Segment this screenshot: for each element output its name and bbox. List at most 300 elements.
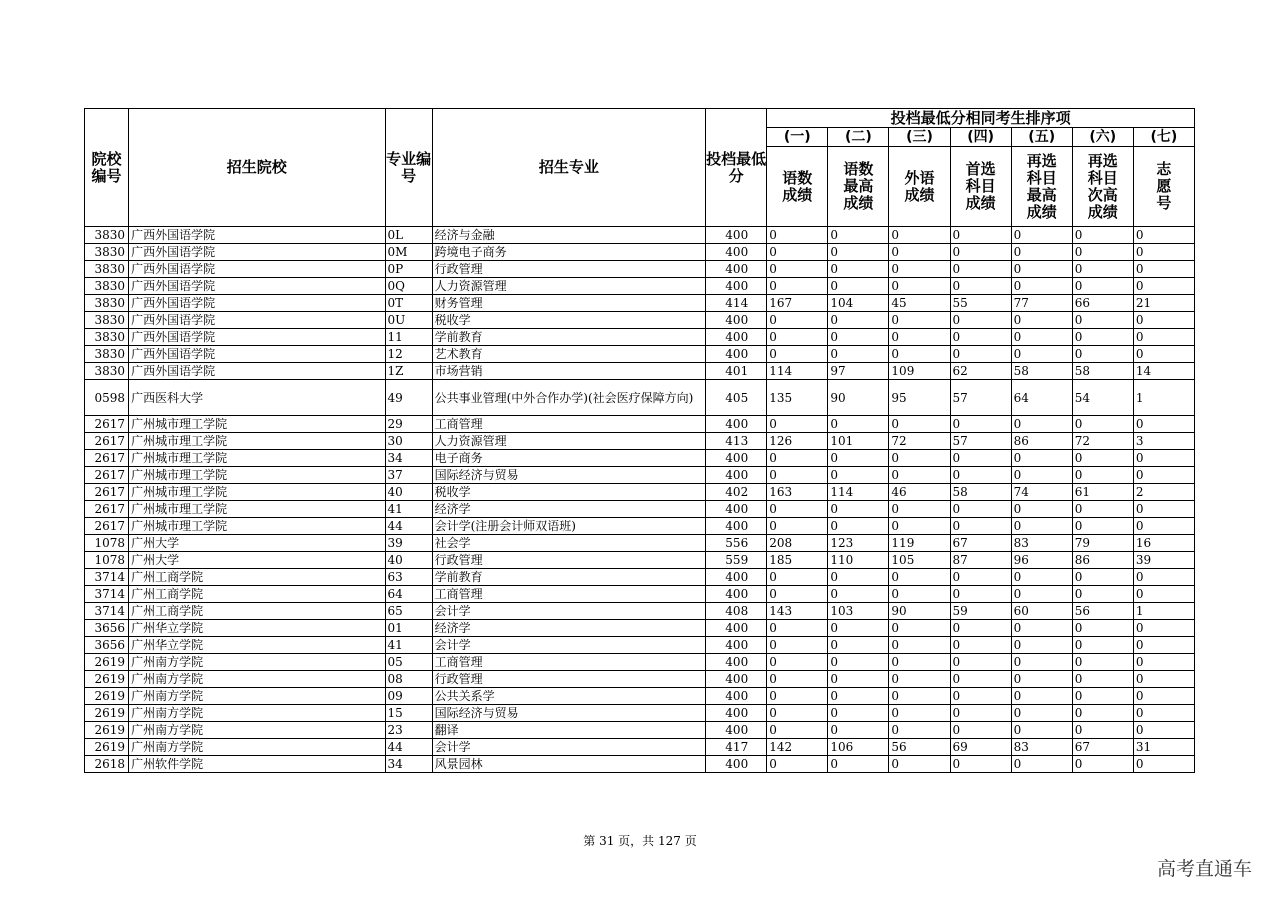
cell-major-code: 11 xyxy=(385,329,432,346)
cell-tiebreak-4: 0 xyxy=(950,501,1011,518)
cell-school-name: 广州工商学院 xyxy=(129,586,385,603)
cell-tiebreak-7: 0 xyxy=(1133,416,1194,433)
cell-tiebreak-6: 0 xyxy=(1072,688,1133,705)
cell-tiebreak-2: 0 xyxy=(828,518,889,535)
cell-tiebreak-2: 0 xyxy=(828,329,889,346)
page-footer: 第 31 页，共 127 页 xyxy=(583,834,697,848)
cell-tiebreak-5: 60 xyxy=(1011,603,1072,620)
cell-school-code: 3656 xyxy=(85,620,129,637)
cell-tiebreak-5: 0 xyxy=(1011,501,1072,518)
header-tiebreak-label-2: 语数最高成绩 xyxy=(828,147,889,227)
cell-school-name: 广州大学 xyxy=(129,552,385,569)
cell-tiebreak-1: 0 xyxy=(767,346,828,363)
cell-tiebreak-3: 56 xyxy=(889,739,950,756)
cell-tiebreak-7: 0 xyxy=(1133,671,1194,688)
cell-major-name: 经济学 xyxy=(432,620,705,637)
cell-tiebreak-3: 0 xyxy=(889,620,950,637)
cell-tiebreak-6: 0 xyxy=(1072,671,1133,688)
cell-tiebreak-4: 0 xyxy=(950,346,1011,363)
cell-tiebreak-2: 0 xyxy=(828,467,889,484)
cell-major-code: 15 xyxy=(385,705,432,722)
cell-school-name: 广西外国语学院 xyxy=(129,244,385,261)
cell-tiebreak-1: 0 xyxy=(767,312,828,329)
cell-school-code: 2619 xyxy=(85,688,129,705)
cell-tiebreak-5: 0 xyxy=(1011,722,1072,739)
cell-tiebreak-5: 0 xyxy=(1011,278,1072,295)
cell-school-code: 2619 xyxy=(85,671,129,688)
cell-major-name: 人力资源管理 xyxy=(432,278,705,295)
cell-min-score: 400 xyxy=(706,654,767,671)
cell-school-code: 2617 xyxy=(85,518,129,535)
cell-school-name: 广州华立学院 xyxy=(129,620,385,637)
cell-tiebreak-3: 0 xyxy=(889,450,950,467)
cell-tiebreak-5: 0 xyxy=(1011,227,1072,244)
cell-major-code: 05 xyxy=(385,654,432,671)
cell-min-score: 400 xyxy=(706,671,767,688)
cell-tiebreak-2: 0 xyxy=(828,620,889,637)
cell-school-code: 3830 xyxy=(85,346,129,363)
cell-tiebreak-6: 56 xyxy=(1072,603,1133,620)
cell-tiebreak-5: 0 xyxy=(1011,467,1072,484)
cell-tiebreak-3: 0 xyxy=(889,637,950,654)
cell-school-name: 广州南方学院 xyxy=(129,671,385,688)
cell-major-name: 工商管理 xyxy=(432,654,705,671)
cell-school-name: 广州城市理工学院 xyxy=(129,467,385,484)
cell-tiebreak-7: 0 xyxy=(1133,346,1194,363)
cell-tiebreak-4: 0 xyxy=(950,756,1011,773)
cell-tiebreak-2: 0 xyxy=(828,569,889,586)
cell-tiebreak-6: 0 xyxy=(1072,261,1133,278)
header-tiebreak-num-2: (二) xyxy=(828,128,889,147)
table-row xyxy=(85,620,1195,637)
cell-major-name: 财务管理 xyxy=(432,295,705,312)
cell-school-code: 3830 xyxy=(85,261,129,278)
cell-tiebreak-7: 39 xyxy=(1133,552,1194,569)
cell-tiebreak-4: 0 xyxy=(950,450,1011,467)
cell-tiebreak-5: 0 xyxy=(1011,518,1072,535)
cell-tiebreak-6: 86 xyxy=(1072,552,1133,569)
cell-tiebreak-3: 0 xyxy=(889,586,950,603)
header-tiebreak-label-7: 志愿号 xyxy=(1133,147,1194,227)
cell-major-name: 社会学 xyxy=(432,535,705,552)
cell-tiebreak-1: 0 xyxy=(767,244,828,261)
table-row xyxy=(85,450,1195,467)
cell-min-score: 400 xyxy=(706,329,767,346)
cell-school-name: 广州南方学院 xyxy=(129,688,385,705)
cell-tiebreak-2: 0 xyxy=(828,586,889,603)
cell-tiebreak-7: 0 xyxy=(1133,227,1194,244)
cell-tiebreak-4: 67 xyxy=(950,535,1011,552)
cell-school-code: 3830 xyxy=(85,244,129,261)
table-row xyxy=(85,244,1195,261)
cell-min-score: 405 xyxy=(706,380,767,416)
table-row xyxy=(85,739,1195,756)
admission-score-table xyxy=(84,108,1195,773)
cell-school-code: 0598 xyxy=(85,380,129,416)
header-tiebreak-label-1: 语数成绩 xyxy=(767,147,828,227)
cell-tiebreak-3: 0 xyxy=(889,688,950,705)
cell-tiebreak-6: 79 xyxy=(1072,535,1133,552)
cell-major-name: 国际经济与贸易 xyxy=(432,467,705,484)
cell-tiebreak-7: 1 xyxy=(1133,603,1194,620)
cell-major-code: 64 xyxy=(385,586,432,603)
cell-school-code: 2619 xyxy=(85,654,129,671)
cell-tiebreak-7: 0 xyxy=(1133,756,1194,773)
table-row xyxy=(85,295,1195,312)
cell-tiebreak-6: 58 xyxy=(1072,363,1133,380)
cell-school-code: 3830 xyxy=(85,295,129,312)
cell-tiebreak-4: 0 xyxy=(950,329,1011,346)
cell-tiebreak-7: 0 xyxy=(1133,688,1194,705)
cell-school-name: 广西医科大学 xyxy=(129,380,385,416)
cell-major-code: 08 xyxy=(385,671,432,688)
cell-major-name: 会计学(注册会计师双语班) xyxy=(432,518,705,535)
header-tiebreak-num-5: (五) xyxy=(1011,128,1072,147)
cell-school-name: 广州南方学院 xyxy=(129,739,385,756)
cell-tiebreak-7: 0 xyxy=(1133,261,1194,278)
table-row xyxy=(85,433,1195,450)
cell-major-code: 63 xyxy=(385,569,432,586)
cell-tiebreak-5: 0 xyxy=(1011,637,1072,654)
cell-tiebreak-4: 0 xyxy=(950,722,1011,739)
table-row xyxy=(85,637,1195,654)
cell-min-score: 400 xyxy=(706,722,767,739)
cell-tiebreak-6: 0 xyxy=(1072,722,1133,739)
cell-tiebreak-3: 0 xyxy=(889,671,950,688)
cell-major-name: 行政管理 xyxy=(432,261,705,278)
cell-school-name: 广西外国语学院 xyxy=(129,363,385,380)
cell-tiebreak-4: 69 xyxy=(950,739,1011,756)
header-tiebreak-num-1: (一) xyxy=(767,128,828,147)
cell-major-code: 0T xyxy=(385,295,432,312)
cell-major-code: 65 xyxy=(385,603,432,620)
table-row xyxy=(85,705,1195,722)
cell-tiebreak-6: 0 xyxy=(1072,569,1133,586)
header-school-name: 招生院校 xyxy=(129,109,385,227)
cell-tiebreak-7: 0 xyxy=(1133,620,1194,637)
cell-tiebreak-3: 0 xyxy=(889,722,950,739)
cell-min-score: 400 xyxy=(706,569,767,586)
cell-tiebreak-6: 0 xyxy=(1072,450,1133,467)
cell-school-code: 3830 xyxy=(85,278,129,295)
cell-tiebreak-1: 0 xyxy=(767,450,828,467)
cell-tiebreak-4: 58 xyxy=(950,484,1011,501)
cell-school-code: 3830 xyxy=(85,363,129,380)
cell-tiebreak-2: 110 xyxy=(828,552,889,569)
cell-tiebreak-7: 21 xyxy=(1133,295,1194,312)
cell-tiebreak-2: 0 xyxy=(828,244,889,261)
cell-tiebreak-3: 0 xyxy=(889,261,950,278)
cell-tiebreak-5: 0 xyxy=(1011,756,1072,773)
cell-major-name: 行政管理 xyxy=(432,671,705,688)
cell-min-score: 400 xyxy=(706,416,767,433)
cell-tiebreak-5: 0 xyxy=(1011,620,1072,637)
cell-tiebreak-5: 0 xyxy=(1011,586,1072,603)
cell-major-name: 公共关系学 xyxy=(432,688,705,705)
cell-major-code: 37 xyxy=(385,467,432,484)
cell-min-score: 400 xyxy=(706,637,767,654)
cell-tiebreak-5: 0 xyxy=(1011,671,1072,688)
cell-min-score: 400 xyxy=(706,501,767,518)
cell-tiebreak-4: 55 xyxy=(950,295,1011,312)
cell-min-score: 400 xyxy=(706,227,767,244)
cell-tiebreak-5: 86 xyxy=(1011,433,1072,450)
cell-tiebreak-3: 0 xyxy=(889,501,950,518)
cell-tiebreak-7: 0 xyxy=(1133,722,1194,739)
cell-tiebreak-6: 66 xyxy=(1072,295,1133,312)
cell-major-code: 1Z xyxy=(385,363,432,380)
cell-tiebreak-1: 0 xyxy=(767,501,828,518)
cell-tiebreak-1: 0 xyxy=(767,518,828,535)
cell-tiebreak-1: 0 xyxy=(767,329,828,346)
cell-tiebreak-1: 126 xyxy=(767,433,828,450)
cell-tiebreak-1: 0 xyxy=(767,637,828,654)
cell-min-score: 402 xyxy=(706,484,767,501)
cell-min-score: 400 xyxy=(706,688,767,705)
cell-major-code: 12 xyxy=(385,346,432,363)
cell-tiebreak-4: 0 xyxy=(950,227,1011,244)
cell-tiebreak-7: 0 xyxy=(1133,467,1194,484)
header-tiebreak-label-5: 再选科目最高成绩 xyxy=(1011,147,1072,227)
cell-tiebreak-5: 0 xyxy=(1011,346,1072,363)
header-tiebreak-title: 投档最低分相同考生排序项 xyxy=(767,109,1195,128)
cell-tiebreak-1: 0 xyxy=(767,569,828,586)
table-row xyxy=(85,380,1195,416)
cell-tiebreak-6: 0 xyxy=(1072,654,1133,671)
cell-tiebreak-3: 0 xyxy=(889,312,950,329)
cell-tiebreak-2: 0 xyxy=(828,501,889,518)
cell-school-code: 2617 xyxy=(85,501,129,518)
cell-tiebreak-4: 0 xyxy=(950,637,1011,654)
cell-tiebreak-6: 67 xyxy=(1072,739,1133,756)
cell-tiebreak-6: 0 xyxy=(1072,329,1133,346)
cell-tiebreak-6: 0 xyxy=(1072,416,1133,433)
table-row xyxy=(85,586,1195,603)
table-row xyxy=(85,552,1195,569)
cell-tiebreak-1: 0 xyxy=(767,416,828,433)
cell-tiebreak-1: 0 xyxy=(767,261,828,278)
cell-school-code: 2618 xyxy=(85,756,129,773)
cell-tiebreak-6: 0 xyxy=(1072,620,1133,637)
cell-major-name: 翻译 xyxy=(432,722,705,739)
cell-tiebreak-4: 0 xyxy=(950,416,1011,433)
cell-major-code: 0P xyxy=(385,261,432,278)
cell-tiebreak-2: 114 xyxy=(828,484,889,501)
table-header xyxy=(85,109,1195,227)
cell-tiebreak-1: 135 xyxy=(767,380,828,416)
cell-tiebreak-5: 0 xyxy=(1011,416,1072,433)
cell-major-name: 会计学 xyxy=(432,739,705,756)
cell-tiebreak-4: 0 xyxy=(950,688,1011,705)
cell-tiebreak-5: 83 xyxy=(1011,739,1072,756)
cell-major-name: 国际经济与贸易 xyxy=(432,705,705,722)
cell-tiebreak-4: 57 xyxy=(950,433,1011,450)
cell-min-score: 400 xyxy=(706,346,767,363)
cell-school-name: 广州城市理工学院 xyxy=(129,501,385,518)
table-row xyxy=(85,484,1195,501)
cell-tiebreak-4: 0 xyxy=(950,586,1011,603)
table-body xyxy=(85,227,1195,773)
cell-tiebreak-4: 0 xyxy=(950,569,1011,586)
header-tiebreak-num-3: (三) xyxy=(889,128,950,147)
cell-major-name: 工商管理 xyxy=(432,586,705,603)
table-row xyxy=(85,363,1195,380)
cell-tiebreak-3: 0 xyxy=(889,227,950,244)
cell-major-code: 30 xyxy=(385,433,432,450)
cell-major-name: 跨境电子商务 xyxy=(432,244,705,261)
cell-tiebreak-3: 0 xyxy=(889,756,950,773)
cell-tiebreak-6: 0 xyxy=(1072,244,1133,261)
cell-tiebreak-2: 90 xyxy=(828,380,889,416)
cell-min-score: 400 xyxy=(706,467,767,484)
cell-school-name: 广州软件学院 xyxy=(129,756,385,773)
cell-min-score: 417 xyxy=(706,739,767,756)
cell-tiebreak-1: 114 xyxy=(767,363,828,380)
cell-tiebreak-5: 0 xyxy=(1011,312,1072,329)
cell-tiebreak-4: 59 xyxy=(950,603,1011,620)
cell-tiebreak-5: 96 xyxy=(1011,552,1072,569)
cell-tiebreak-6: 61 xyxy=(1072,484,1133,501)
table-row xyxy=(85,278,1195,295)
cell-tiebreak-5: 83 xyxy=(1011,535,1072,552)
cell-school-code: 1078 xyxy=(85,535,129,552)
cell-tiebreak-2: 0 xyxy=(828,705,889,722)
table-row xyxy=(85,518,1195,535)
cell-school-name: 广州城市理工学院 xyxy=(129,433,385,450)
cell-tiebreak-6: 0 xyxy=(1072,637,1133,654)
header-tiebreak-num-6: (六) xyxy=(1072,128,1133,147)
cell-tiebreak-6: 0 xyxy=(1072,227,1133,244)
cell-tiebreak-1: 0 xyxy=(767,654,828,671)
cell-major-code: 41 xyxy=(385,501,432,518)
table-row xyxy=(85,603,1195,620)
cell-major-code: 29 xyxy=(385,416,432,433)
cell-tiebreak-7: 0 xyxy=(1133,586,1194,603)
cell-tiebreak-6: 54 xyxy=(1072,380,1133,416)
cell-major-name: 工商管理 xyxy=(432,416,705,433)
cell-tiebreak-2: 0 xyxy=(828,756,889,773)
table-row xyxy=(85,501,1195,518)
table-row xyxy=(85,654,1195,671)
cell-tiebreak-3: 0 xyxy=(889,244,950,261)
cell-tiebreak-2: 123 xyxy=(828,535,889,552)
cell-school-code: 3830 xyxy=(85,329,129,346)
cell-tiebreak-2: 0 xyxy=(828,312,889,329)
cell-tiebreak-7: 3 xyxy=(1133,433,1194,450)
header-school-code: 院校编号 xyxy=(85,109,129,227)
cell-major-name: 经济与金融 xyxy=(432,227,705,244)
cell-school-name: 广西外国语学院 xyxy=(129,261,385,278)
cell-tiebreak-4: 0 xyxy=(950,654,1011,671)
table-row xyxy=(85,416,1195,433)
cell-tiebreak-7: 0 xyxy=(1133,518,1194,535)
cell-tiebreak-6: 0 xyxy=(1072,312,1133,329)
cell-school-code: 3714 xyxy=(85,603,129,620)
cell-major-code: 40 xyxy=(385,552,432,569)
cell-school-name: 广西外国语学院 xyxy=(129,227,385,244)
cell-school-name: 广州城市理工学院 xyxy=(129,416,385,433)
cell-tiebreak-1: 0 xyxy=(767,620,828,637)
cell-major-name: 经济学 xyxy=(432,501,705,518)
cell-major-name: 会计学 xyxy=(432,637,705,654)
cell-tiebreak-7: 0 xyxy=(1133,654,1194,671)
cell-school-code: 2617 xyxy=(85,450,129,467)
cell-tiebreak-1: 143 xyxy=(767,603,828,620)
header-tiebreak-label-3: 外语成绩 xyxy=(889,147,950,227)
cell-major-code: 41 xyxy=(385,637,432,654)
cell-tiebreak-5: 77 xyxy=(1011,295,1072,312)
cell-tiebreak-4: 87 xyxy=(950,552,1011,569)
cell-tiebreak-2: 97 xyxy=(828,363,889,380)
cell-school-name: 广州城市理工学院 xyxy=(129,484,385,501)
cell-school-name: 广州工商学院 xyxy=(129,603,385,620)
cell-tiebreak-7: 1 xyxy=(1133,380,1194,416)
cell-tiebreak-6: 0 xyxy=(1072,518,1133,535)
cell-school-code: 3714 xyxy=(85,586,129,603)
cell-school-code: 2617 xyxy=(85,484,129,501)
cell-tiebreak-3: 95 xyxy=(889,380,950,416)
cell-major-name: 学前教育 xyxy=(432,329,705,346)
cell-tiebreak-2: 0 xyxy=(828,637,889,654)
cell-tiebreak-1: 0 xyxy=(767,227,828,244)
cell-tiebreak-3: 119 xyxy=(889,535,950,552)
cell-min-score: 401 xyxy=(706,363,767,380)
cell-tiebreak-3: 46 xyxy=(889,484,950,501)
table-row xyxy=(85,569,1195,586)
cell-major-code: 44 xyxy=(385,739,432,756)
cell-major-name: 行政管理 xyxy=(432,552,705,569)
cell-school-code: 3830 xyxy=(85,312,129,329)
header-major-code: 专业编号 xyxy=(385,109,432,227)
cell-major-name: 税收学 xyxy=(432,484,705,501)
cell-tiebreak-7: 14 xyxy=(1133,363,1194,380)
cell-tiebreak-5: 0 xyxy=(1011,244,1072,261)
cell-min-score: 400 xyxy=(706,312,767,329)
cell-tiebreak-3: 0 xyxy=(889,329,950,346)
cell-tiebreak-6: 72 xyxy=(1072,433,1133,450)
table-row xyxy=(85,688,1195,705)
cell-tiebreak-1: 0 xyxy=(767,722,828,739)
cell-tiebreak-3: 45 xyxy=(889,295,950,312)
cell-tiebreak-7: 0 xyxy=(1133,244,1194,261)
cell-tiebreak-2: 0 xyxy=(828,416,889,433)
cell-major-code: 09 xyxy=(385,688,432,705)
cell-min-score: 400 xyxy=(706,586,767,603)
cell-school-name: 广州大学 xyxy=(129,535,385,552)
cell-min-score: 400 xyxy=(706,278,767,295)
cell-school-code: 2619 xyxy=(85,705,129,722)
cell-major-code: 39 xyxy=(385,535,432,552)
cell-tiebreak-3: 0 xyxy=(889,416,950,433)
cell-school-name: 广州工商学院 xyxy=(129,569,385,586)
cell-tiebreak-2: 0 xyxy=(828,227,889,244)
cell-major-name: 艺术教育 xyxy=(432,346,705,363)
cell-tiebreak-7: 0 xyxy=(1133,312,1194,329)
cell-major-code: 0U xyxy=(385,312,432,329)
cell-major-code: 40 xyxy=(385,484,432,501)
cell-tiebreak-1: 0 xyxy=(767,278,828,295)
cell-tiebreak-1: 0 xyxy=(767,705,828,722)
table-row xyxy=(85,261,1195,278)
cell-tiebreak-4: 0 xyxy=(950,244,1011,261)
cell-tiebreak-1: 0 xyxy=(767,688,828,705)
cell-school-name: 广西外国语学院 xyxy=(129,346,385,363)
cell-tiebreak-2: 0 xyxy=(828,261,889,278)
header-tiebreak-num-4: (四) xyxy=(950,128,1011,147)
cell-tiebreak-6: 0 xyxy=(1072,705,1133,722)
cell-tiebreak-3: 72 xyxy=(889,433,950,450)
cell-tiebreak-6: 0 xyxy=(1072,278,1133,295)
